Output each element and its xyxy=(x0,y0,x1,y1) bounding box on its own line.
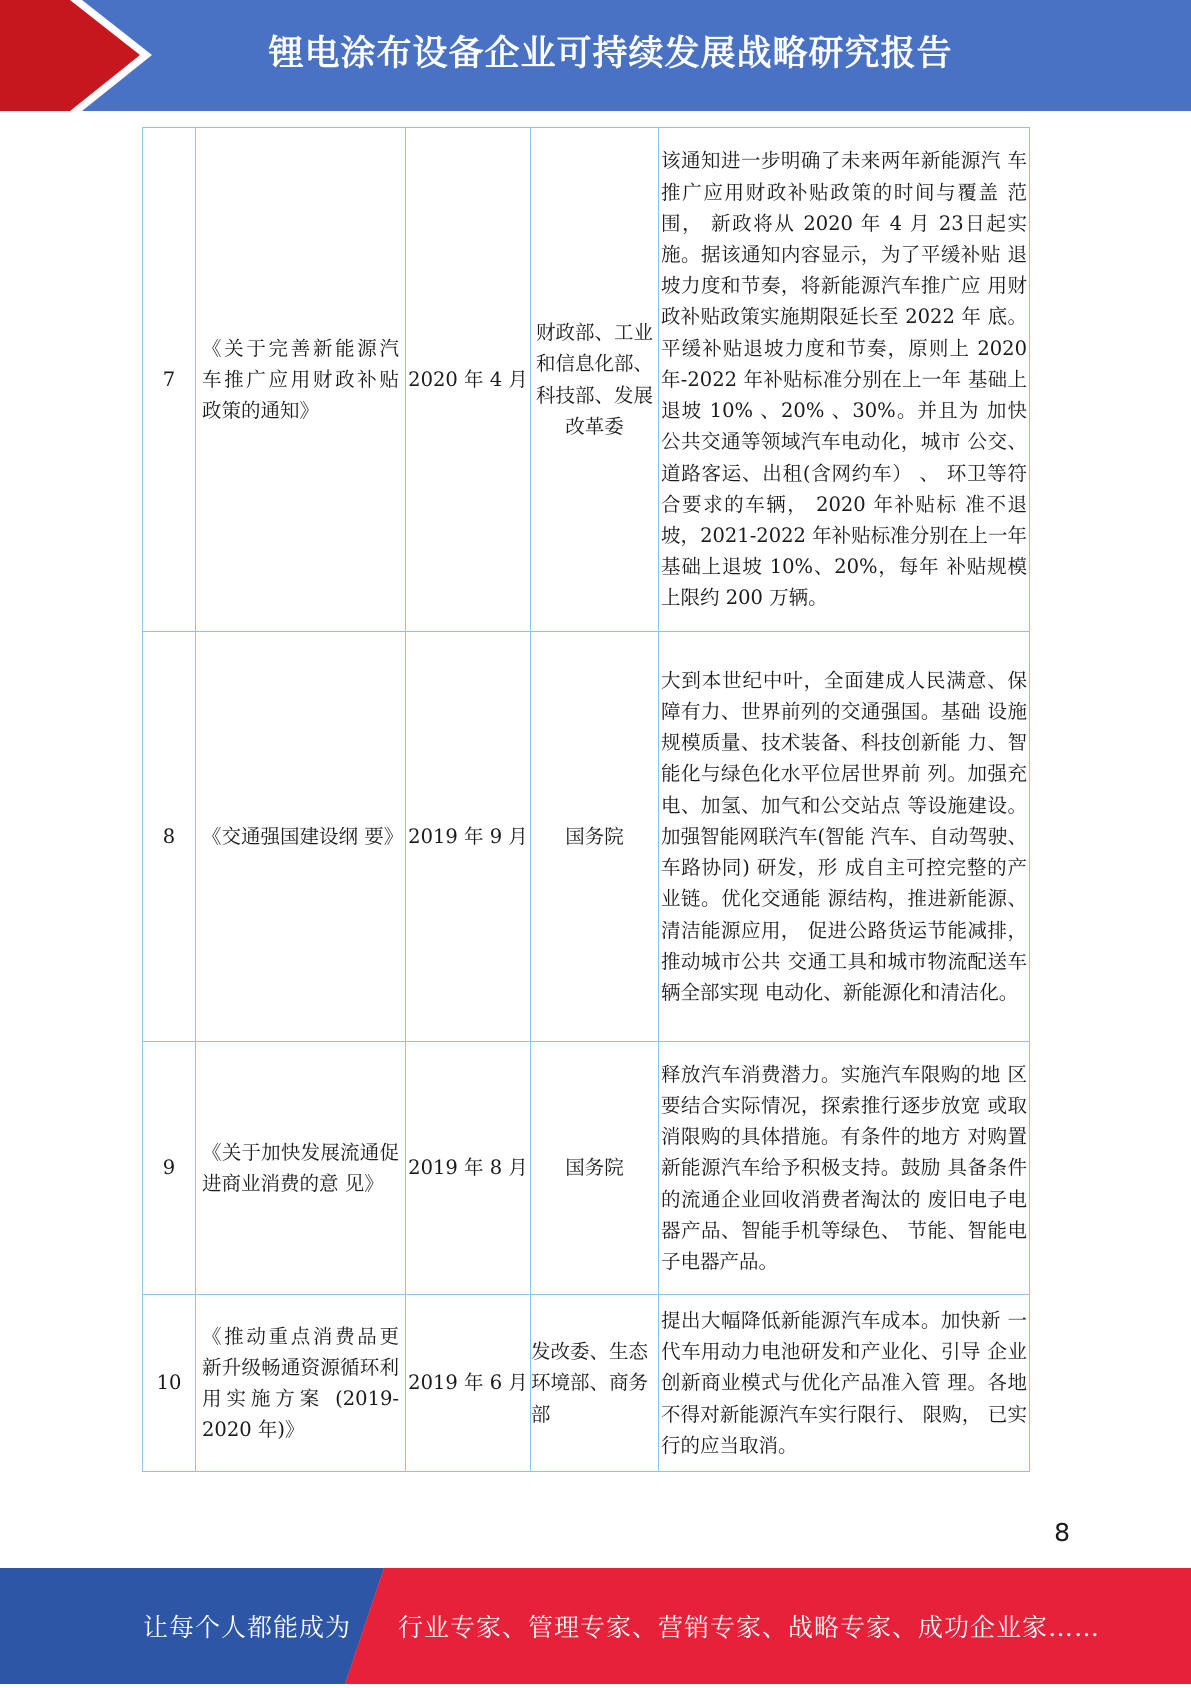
table-row xyxy=(143,1295,1030,1472)
row-number: 8 xyxy=(143,632,196,1042)
policy-description: 该通知进一步明确了未来两年新能源汽 车推广应用财政补贴政策的时间与覆盖 范围， 新政将从 2020 年 4 月 23日起实 施。据该通知内容显示，为了平缓补贴 退坡力度和节奏，将新能源汽车推广应 用财政补贴政策实施期限延长至 2022 年 底。平缓补贴退坡力度和节奏，原则上 2020 年-2022 年补贴标准分别在上一年 基础上退坡 10% 、20% 、30%。并且为 加快公共交通等领域汽车电动化，城市 公交、道路客运、出租(含网约车） 、 环卫等符合要求的车辆， 2020 年补贴标 准不退坡，2021-2022 年补贴标准分别在上一年基础上退坡 10%、20%，每年 补贴规模上限约 200 万辆。 xyxy=(659,128,1030,632)
report-title: 锂电涂布设备企业可持续发展战略研究报告 xyxy=(268,34,953,74)
policy-table xyxy=(142,127,1030,1472)
footer-slogan-right: 行业专家、管理专家、营销专家、战略专家、成功企业家…… xyxy=(398,1613,1101,1642)
policy-name: 《交通强国建设纲 要》 xyxy=(196,632,406,1042)
policy-department: 财政部、工业和信息化部、科技部、发展改革委 xyxy=(531,128,659,632)
policy-date: 2019 年 6 月 xyxy=(406,1295,531,1472)
policy-department: 国务院 xyxy=(531,1042,659,1295)
row-number: 10 xyxy=(143,1295,196,1472)
page-header xyxy=(0,0,1191,111)
policy-department: 发改委、生态环境部、商务部 xyxy=(531,1295,659,1472)
policy-name: 《关于完善新能源汽 车推广应用财政补贴 政策的通知》 xyxy=(196,128,406,632)
page-footer xyxy=(0,1568,1191,1684)
table-row xyxy=(143,128,1030,632)
policy-date: 2020 年 4 月 xyxy=(406,128,531,632)
policy-department: 国务院 xyxy=(531,632,659,1042)
policy-name: 《推动重点消费品更 新升级畅通资源循环利用实施方案 (2019-2020 年)》 xyxy=(196,1295,406,1472)
policy-description: 提出大幅降低新能源汽车成本。加快新 一代车用动力电池研发和产业化、引导 企业创新商业模式与优化产品准入管 理。各地不得对新能源汽车实行限行、 限购， 已实行的应当取消。 xyxy=(659,1295,1030,1472)
policy-name: 《关于加快发展流通促进商业消费的意 见》 xyxy=(196,1042,406,1295)
table-row xyxy=(143,632,1030,1042)
page-number: 8 xyxy=(1054,1518,1070,1547)
row-number: 9 xyxy=(143,1042,196,1295)
policy-description: 大到本世纪中叶，全面建成人民满意、保障有力、世界前列的交通强国。基础 设施规模质量、技术装备、科技创新能 力、智能化与绿色化水平位居世界前 列。加强充电、加氢、加气和公交站点 等设施建设。加强智能网联汽车(智能 汽车、自动驾驶、车路协同) 研发，形 成自主可控完整的产业链。优化交通能 源结构，推进新能源、清洁能源应用， 促进公路货运节能减排，推动城市公共 交通工具和城市物流配送车辆全部实现 电动化、新能源化和清洁化。 xyxy=(659,632,1030,1042)
row-number: 7 xyxy=(143,128,196,632)
policy-date: 2019 年 9 月 xyxy=(406,632,531,1042)
table-row xyxy=(143,1042,1030,1295)
policy-date: 2019 年 8 月 xyxy=(406,1042,531,1295)
footer-slogan-left: 让每个人都能成为 xyxy=(143,1613,352,1642)
policy-description: 释放汽车消费潜力。实施汽车限购的地 区要结合实际情况，探索推行逐步放宽 或取消限购的具体措施。有条件的地方 对购置新能源汽车给予积极支持。鼓励 具备条件的流通企业回收消费者淘汰的 废旧电子电器产品、智能手机等绿色、 节能、智能电子电器产品。 xyxy=(659,1042,1030,1295)
